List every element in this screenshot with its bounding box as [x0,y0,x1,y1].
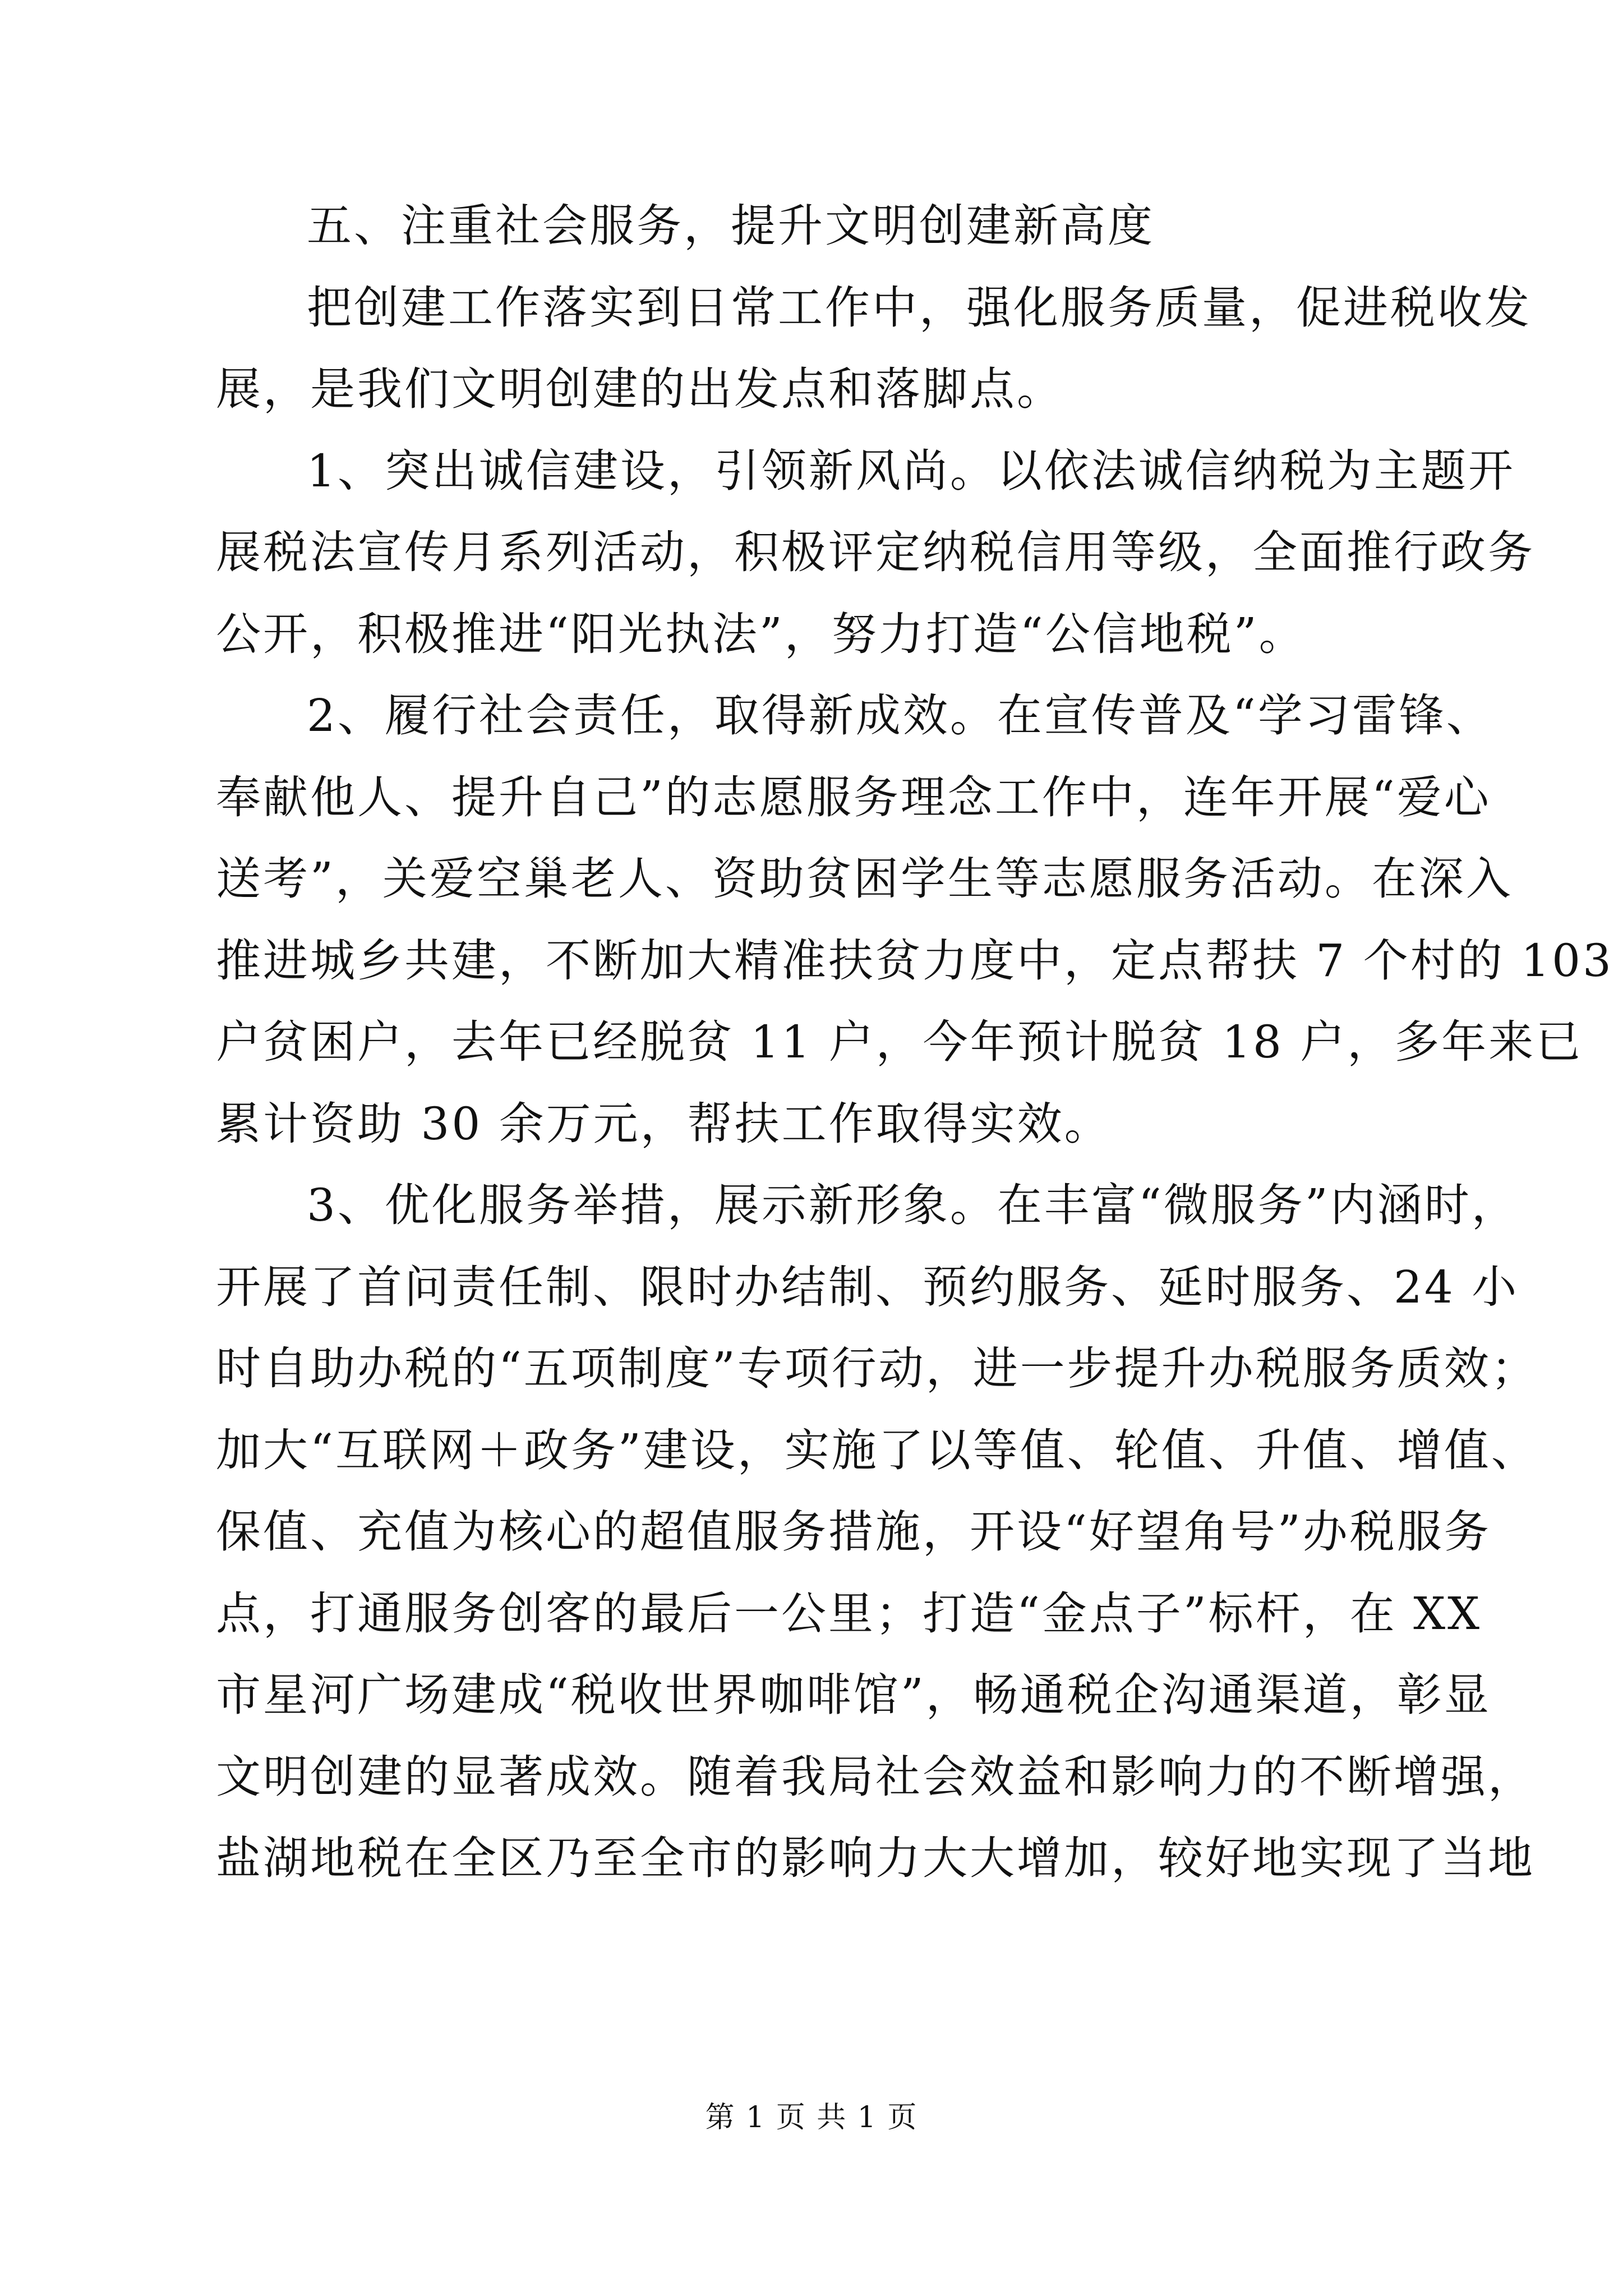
paragraph-line: 时自助办税的“五项制度”专项行动，进一步提升办税服务质效； [216,1342,1538,1395]
page-number-footer: 第 1 页 共 1 页 [705,2101,918,2134]
paragraph-line: 市星河广场建成“税收世界咖啡馆”，畅通税企沟通渠道，彰显 [216,1669,1491,1721]
paragraph-line: 累计资助 30 余万元，帮扶工作取得实效。 [216,1097,1112,1150]
paragraph-line: 公开，积极推进“阳光执法”，努力打造“公信地税”。 [216,608,1306,660]
paragraph-line: 展，是我们文明创建的出发点和落脚点。 [216,363,1064,415]
paragraph-line: 2、履行社会责任，取得新成效。在宣传普及“学习雷锋、 [307,689,1493,742]
paragraph-line: 保值、充值为核心的超值服务措施，开设“好望角号”办税服务 [216,1506,1491,1558]
paragraph-line: 送考”，关爱空巢老人、资助贫困学生等志愿服务活动。在深入 [216,853,1513,905]
paragraph-line: 展税法宣传月系列活动，积极评定纳税信用等级，全面推行政务 [216,526,1535,578]
paragraph-line: 点，打通服务创客的最后一公里；打造“金点子”标杆，在 XX [216,1587,1482,1640]
paragraph-line: 3、优化服务举措，展示新形象。在丰富“微服务”内涵时， [307,1179,1519,1231]
paragraph-line: 把创建工作落实到日常工作中，强化服务质量，促进税收发 [307,281,1532,334]
paragraph-line: 加大“互联网＋政务”建设，实施了以等值、轮值、升值、增值、 [216,1424,1538,1476]
paragraph-line: 户贫困户，去年已经脱贫 11 户，今年预计脱贫 18 户，多年来已 [216,1016,1583,1068]
paragraph-line: 奉献他人、提升自己”的志愿服务理念工作中，连年开展“爱心 [216,771,1491,823]
paragraph-line: 1、突出诚信建设，引领新风尚。以依法诚信纳税为主题开 [307,444,1515,497]
paragraph-line: 文明创建的显著成效。随着我局社会效益和影响力的不断增强， [216,1750,1535,1803]
section-heading: 五、注重社会服务，提升文明创建新高度 [307,200,1155,252]
paragraph-line: 开展了首问责任制、限时办结制、预约服务、延时服务、24 小 [216,1260,1519,1313]
paragraph-line: 推进城乡共建，不断加大精准扶贫力度中，定点帮扶 7 个村的 103 [216,934,1613,987]
document-body [216,185,1613,1899]
paragraph-line: 盐湖地税在全区乃至全市的影响力大大增加，较好地实现了当地 [216,1832,1535,1884]
